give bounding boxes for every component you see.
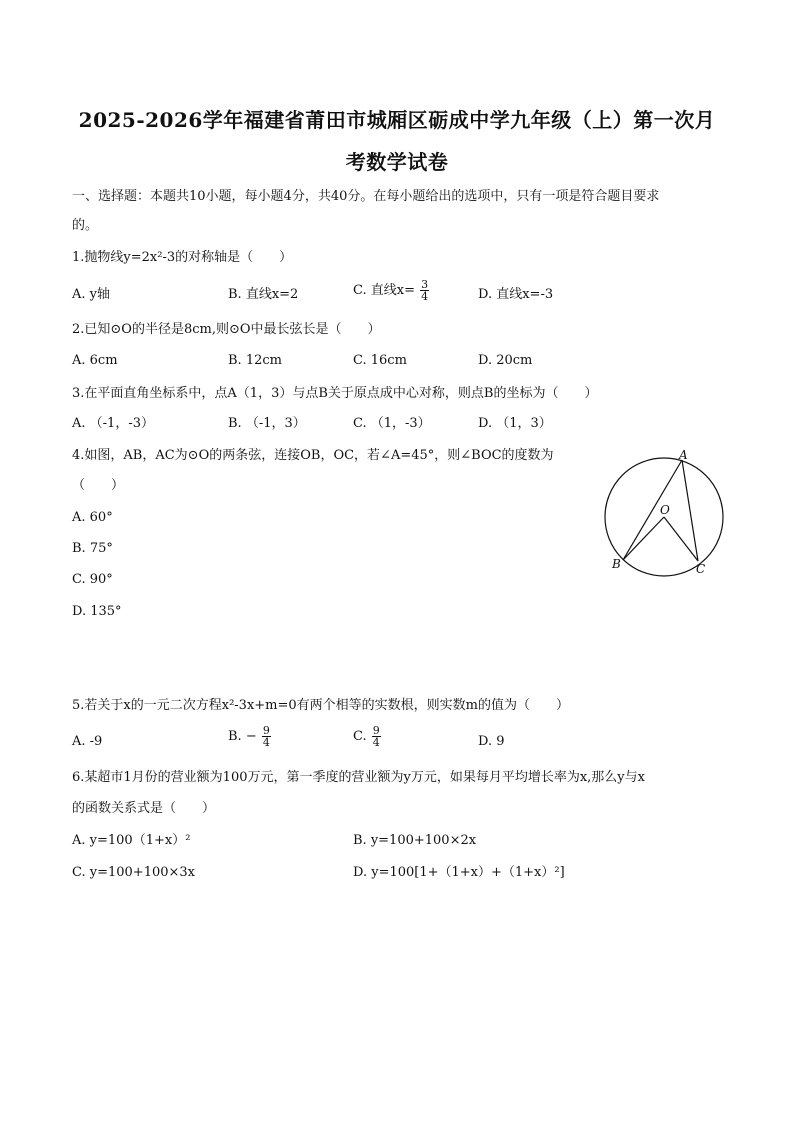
- question-3-option-c[interactable]: C. （1，-3）: [353, 416, 431, 431]
- question-1-option-a[interactable]: A. y轴: [72, 287, 110, 302]
- question-1-stem: 1.抛物线y=2x²-3的对称轴是（ ）: [72, 250, 293, 265]
- fraction-denominator: 4: [372, 736, 380, 749]
- fraction-numerator: 3: [421, 278, 429, 291]
- label-a: A: [679, 448, 688, 462]
- fraction: [420, 279, 429, 302]
- question-1-option-b[interactable]: B. 直线x=2: [228, 287, 299, 302]
- question-6-stem-cont: 的函数关系式是（ ）: [72, 801, 216, 816]
- question-4-option-a[interactable]: A. 60°: [72, 510, 113, 525]
- question-2-stem: 2.已知⊙O的半径是8cm,则⊙O中最长弦长是（ ）: [72, 322, 381, 337]
- question-3-option-a[interactable]: A. （-1，-3）: [72, 416, 154, 431]
- question-2-option-a[interactable]: A. 6cm: [72, 353, 118, 368]
- question-4-option-c[interactable]: C. 90°: [72, 572, 113, 587]
- section-header-line-1: 一、选择题：本题共10小题，每小题4分，共40分。在每小题给出的选项中，只有一项是符合题目要求: [72, 189, 660, 204]
- question-6-option-c[interactable]: C. y=100+100×3x: [72, 865, 195, 880]
- label-o: O: [660, 503, 670, 517]
- option-c-text: C. 直线x=: [353, 283, 415, 298]
- section-header-line-2: 的。: [72, 218, 99, 233]
- page-title-line-2: 考数学试卷: [345, 150, 449, 174]
- question-5-option-d[interactable]: D. 9: [478, 734, 505, 749]
- question-6-stem: 6.某超市1月份的营业额为100万元，第一季度的营业额为y万元，如果每月平均增长率为x,那么y与x: [72, 770, 645, 785]
- fraction-denominator: 4: [262, 736, 270, 749]
- question-6-option-b[interactable]: B. y=100+100×2x: [353, 833, 477, 848]
- segment-ob: [623, 517, 664, 560]
- page-title-line-1: 2025-2026学年福建省莆田市城厢区砺成中学九年级（上）第一次月: [78, 108, 716, 132]
- question-3-option-d[interactable]: D. （1，3）: [478, 416, 552, 431]
- fraction-numerator: 9: [262, 724, 270, 737]
- question-2-option-b[interactable]: B. 12cm: [228, 353, 282, 368]
- fraction: [262, 725, 271, 748]
- question-2-option-d[interactable]: D. 20cm: [478, 353, 533, 368]
- option-b-text: B. −: [228, 729, 257, 744]
- circle-figure: [596, 440, 736, 585]
- question-6-option-d[interactable]: D. y=100[1+（1+x）+（1+x）²]: [353, 865, 565, 880]
- segment-oc: [664, 517, 698, 561]
- chord-ab: [623, 460, 682, 560]
- question-4-stem-cont: （ ）: [72, 478, 125, 493]
- chord-ac: [682, 460, 698, 561]
- question-4-option-d[interactable]: D. 135°: [72, 604, 122, 619]
- question-5-option-b[interactable]: [228, 725, 272, 748]
- question-1-option-c[interactable]: [353, 279, 430, 302]
- question-4-option-b[interactable]: B. 75°: [72, 541, 113, 556]
- label-c: C: [696, 562, 706, 576]
- question-5-option-c[interactable]: [353, 725, 382, 748]
- fraction-denominator: 4: [421, 290, 429, 303]
- question-3-option-b[interactable]: B. （-1，3）: [228, 416, 306, 431]
- question-3-stem: 3.在平面直角坐标系中，点A（1，3）与点B关于原点成中心对称，则点B的坐标为（ ）: [72, 386, 598, 401]
- option-c-text: C.: [353, 729, 371, 744]
- question-5-stem: 5.若关于x的一元二次方程x²-3x+m=0有两个相等的实数根，则实数m的值为（ ）: [72, 698, 569, 713]
- fraction: [372, 725, 381, 748]
- question-1-option-d[interactable]: D. 直线x=-3: [478, 287, 554, 302]
- question-6-option-a[interactable]: A. y=100（1+x）²: [72, 833, 191, 848]
- question-2-option-c[interactable]: C. 16cm: [353, 353, 407, 368]
- question-4-stem: 4.如图，AB，AC为⊙O的两条弦，连接OB，OC，若∠A=45°，则∠BOC的度数为: [72, 448, 554, 463]
- question-5-option-a[interactable]: A. -9: [72, 734, 103, 749]
- label-b: B: [612, 557, 621, 571]
- fraction-numerator: 9: [372, 724, 380, 737]
